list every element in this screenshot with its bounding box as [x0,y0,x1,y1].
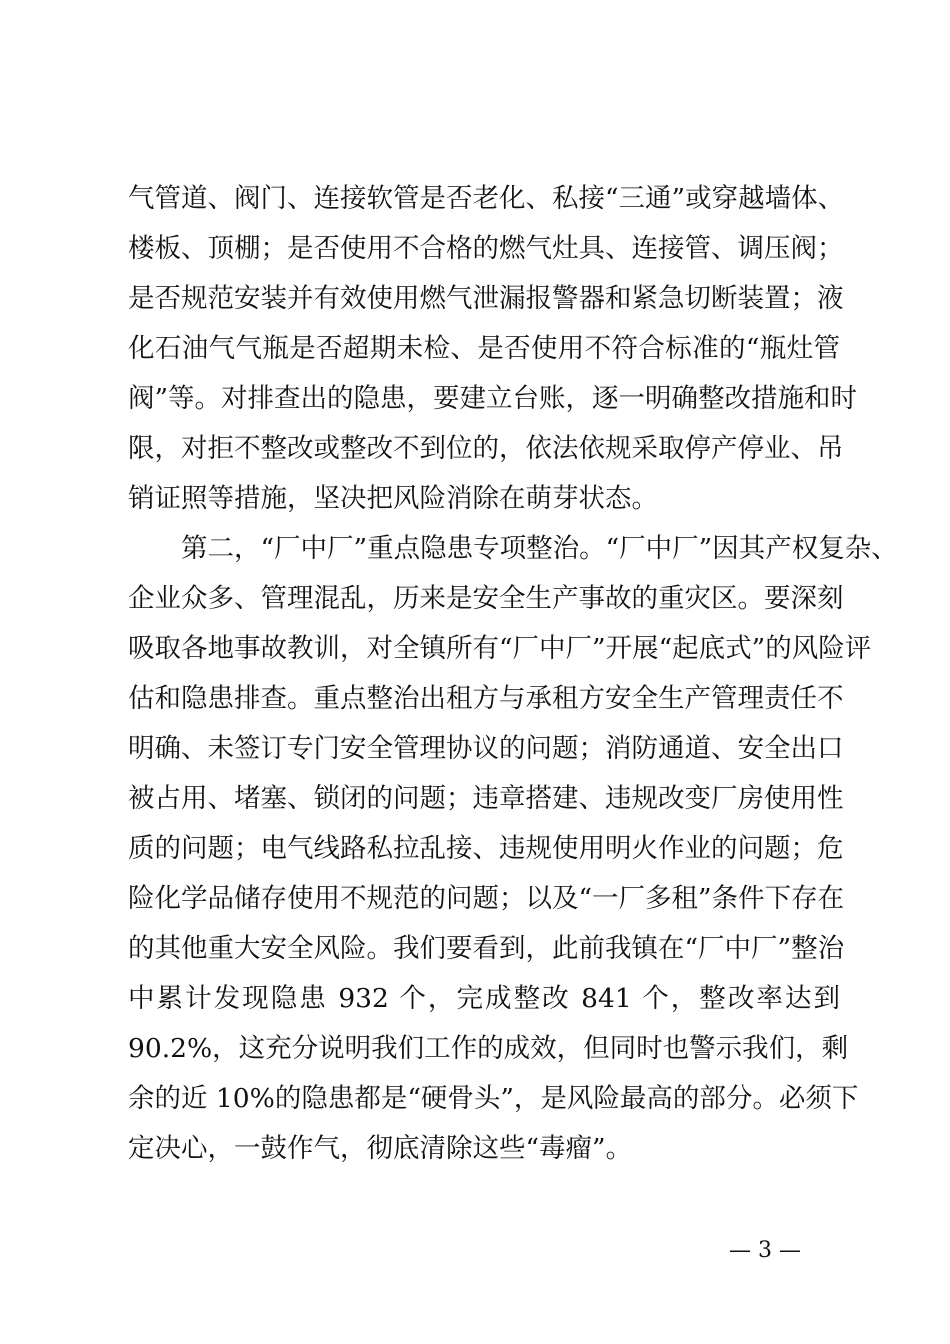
text-line: 的其他重大安全风险。我们要看到，此前我镇在“厂中厂”整治 [128,933,845,964]
text-line: 90.2%，这充分说明我们工作的成效，但同时也警示我们，剩 [128,1033,849,1064]
paragraph-factory-in-factory [128,524,898,1174]
text-line: 楼板、顶棚；是否使用不合格的燃气灶具、连接管、调压阀； [128,233,844,264]
text-line: 化石油气气瓶是否超期未检、是否使用不符合标准的“瓶灶管 [128,333,840,364]
text-line: 险化学品储存使用不规范的问题；以及“一厂多租”条件下存在 [128,883,845,914]
page-number: — 3 — [729,1238,801,1263]
paragraph-gas-safety [128,174,858,524]
text-line: 销证照等措施，坚决把风险消除在萌芽状态。 [128,483,658,514]
text-line: 被占用、堵塞、锁闭的问题；违章搭建、违规改变厂房使用性 [128,783,844,814]
text-line: 余的近 10%的隐患都是“硬骨头”，是风险最高的部分。必须下 [128,1083,859,1114]
text-line: 是否规范安装并有效使用燃气泄漏报警器和紧急切断装置；液 [128,283,844,314]
text-line: 气管道、阀门、连接软管是否老化、私接“三通”或穿越墙体、 [128,183,845,214]
text-line: 估和隐患排查。重点整治出租方与承租方安全生产管理责任不 [128,683,844,714]
text-line: 明确、未签订专门安全管理协议的问题；消防通道、安全出口 [128,733,844,764]
text-line: 中累计发现隐患 932 个，完成整改 841 个，整改率达到 [128,983,840,1014]
text-line: 定决心，一鼓作气，彻底清除这些“毒瘤”。 [128,1133,633,1164]
text-line: 阀”等。对排查出的隐患，要建立台账，逐一明确整改措施和时 [128,383,858,414]
text-line: 第二，“厂中厂”重点隐患专项整治。“厂中厂”因其产权复杂、 [181,533,898,564]
text-line: 限，对拒不整改或整改不到位的，依法依规采取停产停业、吊 [128,433,844,464]
text-line: 质的问题；电气线路私拉乱接、违规使用明火作业的问题；危 [128,833,844,864]
text-line: 吸取各地事故教训，对全镇所有“厂中厂”开展“起底式”的风险评 [128,633,872,664]
text-line: 企业众多、管理混乱，历来是安全生产事故的重灾区。要深刻 [128,583,844,614]
body-text [128,174,898,1174]
